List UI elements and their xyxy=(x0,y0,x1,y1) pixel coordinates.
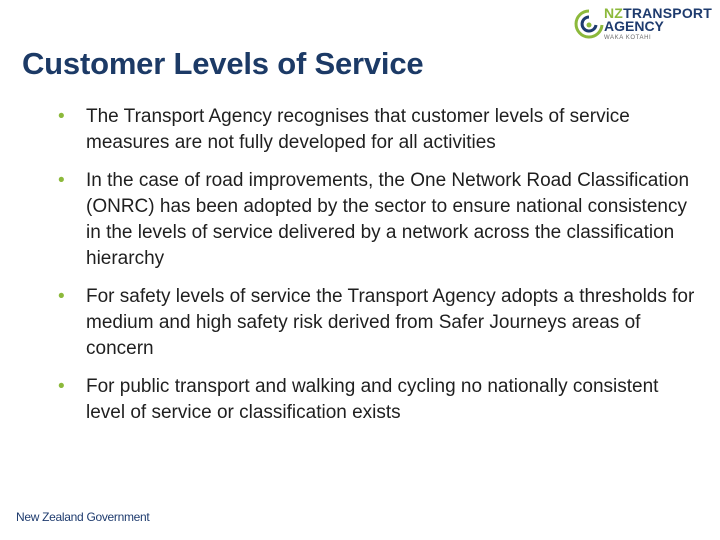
nz-government-logo: New Zealand Government xyxy=(16,510,150,524)
bullet-item xyxy=(58,374,698,426)
logo-line3: WAKA KOTAHI xyxy=(604,35,652,41)
swirl-logo-icon xyxy=(574,8,604,42)
logo-line2: AGENCY xyxy=(604,18,664,34)
bullet-dot-icon: • xyxy=(58,170,65,191)
bullet-text: For safety levels of service the Transport Agency adopts a thresholds for medium and high safety risk derived from Safer Journeys areas of concern xyxy=(86,286,695,359)
bullet-text: The Transport Agency recognises that customer levels of service measures are not fully developed for all activities xyxy=(86,106,630,153)
bullet-item xyxy=(58,104,698,156)
bullet-text: For public transport and walking and cycling no nationally consistent level of service or classification exists xyxy=(86,376,659,423)
logo-line1: TRANSPORT xyxy=(623,5,712,21)
logo-prefix: NZ xyxy=(604,5,624,21)
bullet-item xyxy=(58,284,698,362)
slide-title: Customer Levels of Service xyxy=(22,46,424,81)
bullet-dot-icon: • xyxy=(58,106,65,127)
bullet-text: In the case of road improvements, the One Network Road Classification (ONRC) has been adopted by the sector to ensure national consistency in the levels of service delivered by a network across the classification hierarchy xyxy=(86,170,690,269)
bullet-dot-icon: • xyxy=(58,376,65,397)
bullet-item xyxy=(58,168,698,272)
bullet-dot-icon: • xyxy=(58,286,65,307)
nz-transport-agency-logo xyxy=(574,6,714,46)
bullet-list xyxy=(58,104,698,438)
